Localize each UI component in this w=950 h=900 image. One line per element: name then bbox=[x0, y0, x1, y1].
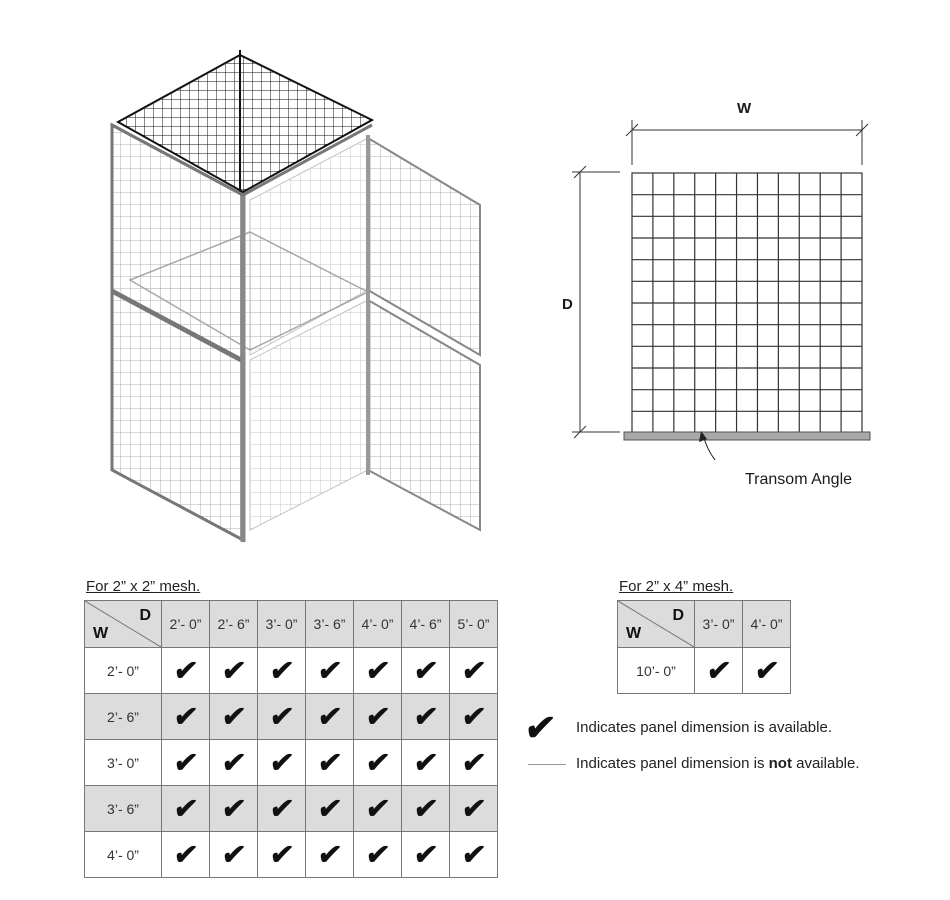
availability-cell bbox=[354, 832, 402, 878]
availability-cell bbox=[402, 740, 450, 786]
depth-dimension-label: D bbox=[562, 296, 573, 313]
availability-cell bbox=[210, 648, 258, 694]
table-2x2 bbox=[84, 600, 498, 878]
locker-cage-illustration bbox=[0, 0, 520, 560]
column-header: 4’- 6” bbox=[402, 601, 450, 648]
check-icon: ✔ bbox=[363, 654, 392, 686]
availability-cell bbox=[162, 786, 210, 832]
check-icon: ✔ bbox=[363, 700, 392, 732]
availability-cell bbox=[258, 832, 306, 878]
check-icon: ✔ bbox=[459, 838, 488, 870]
mesh-grid bbox=[632, 173, 862, 433]
availability-cell bbox=[258, 740, 306, 786]
corner-w-label: W bbox=[93, 625, 109, 642]
check-icon: ✔ bbox=[267, 654, 296, 686]
check-icon: ✔ bbox=[219, 792, 248, 824]
check-icon: ✔ bbox=[315, 746, 344, 778]
availability-cell bbox=[450, 648, 498, 694]
check-icon: ✔ bbox=[219, 700, 248, 732]
check-icon: ✔ bbox=[219, 654, 248, 686]
availability-cell bbox=[258, 648, 306, 694]
check-icon: ✔ bbox=[315, 654, 344, 686]
availability-cell bbox=[306, 648, 354, 694]
row-header: 4’- 0” bbox=[85, 832, 162, 878]
availability-cell bbox=[306, 694, 354, 740]
table-2x2-title: For 2” x 2” mesh. bbox=[86, 578, 201, 595]
availability-cell bbox=[162, 648, 210, 694]
corner-d-label: D bbox=[672, 607, 684, 624]
table-row bbox=[85, 648, 498, 694]
transom-angle-label: Transom Angle bbox=[745, 471, 853, 488]
corner-header-cell bbox=[618, 601, 695, 648]
table-row bbox=[85, 832, 498, 878]
check-icon: ✔ bbox=[363, 746, 392, 778]
check-icon: ✔ bbox=[267, 700, 296, 732]
check-icon: ✔ bbox=[171, 838, 200, 870]
check-icon: ✔ bbox=[459, 792, 488, 824]
check-icon: ✔ bbox=[267, 746, 296, 778]
check-icon: ✔ bbox=[411, 654, 440, 686]
availability-cell bbox=[258, 786, 306, 832]
check-icon: ✔ bbox=[171, 700, 200, 732]
row-header: 2’- 0” bbox=[85, 648, 162, 694]
availability-cell bbox=[162, 832, 210, 878]
back-right-panel bbox=[368, 138, 480, 530]
availability-cell bbox=[695, 648, 743, 694]
table-row bbox=[618, 648, 791, 694]
check-icon: ✔ bbox=[459, 700, 488, 732]
column-header: 5’- 0” bbox=[450, 601, 498, 648]
availability-cell bbox=[258, 694, 306, 740]
availability-cell bbox=[162, 740, 210, 786]
availability-cell bbox=[402, 648, 450, 694]
check-icon: ✔ bbox=[171, 746, 200, 778]
column-header: 3’- 6” bbox=[306, 601, 354, 648]
availability-cell bbox=[306, 786, 354, 832]
row-header: 3’- 0” bbox=[85, 740, 162, 786]
corner-header-cell bbox=[85, 601, 162, 648]
table-2x4 bbox=[617, 600, 791, 694]
check-icon: ✔ bbox=[171, 792, 200, 824]
check-icon: ✔ bbox=[219, 746, 248, 778]
check-icon: ✔ bbox=[411, 838, 440, 870]
column-header: 2’- 0” bbox=[162, 601, 210, 648]
corner-w-label: W bbox=[626, 625, 642, 642]
transom-angle-bar bbox=[624, 432, 870, 440]
availability-cell bbox=[162, 694, 210, 740]
check-icon: ✔ bbox=[315, 838, 344, 870]
availability-cell bbox=[450, 786, 498, 832]
availability-cell bbox=[402, 786, 450, 832]
availability-cell bbox=[210, 832, 258, 878]
corner-d-label: D bbox=[139, 607, 151, 624]
availability-cell bbox=[450, 694, 498, 740]
check-icon: ✔ bbox=[267, 792, 296, 824]
availability-cell bbox=[402, 694, 450, 740]
availability-cell bbox=[450, 832, 498, 878]
row-header: 10’- 0” bbox=[618, 648, 695, 694]
check-icon: ✔ bbox=[459, 746, 488, 778]
availability-cell bbox=[354, 694, 402, 740]
availability-cell bbox=[306, 740, 354, 786]
column-header: 2’- 6” bbox=[210, 601, 258, 648]
check-icon: ✔ bbox=[315, 700, 344, 732]
check-icon: ✔ bbox=[171, 654, 200, 686]
availability-cell bbox=[210, 786, 258, 832]
availability-cell bbox=[210, 694, 258, 740]
row-header: 3’- 6” bbox=[85, 786, 162, 832]
check-icon: ✔ bbox=[267, 838, 296, 870]
width-dimension-label: W bbox=[737, 100, 752, 117]
check-icon: ✔ bbox=[411, 792, 440, 824]
check-icon: ✔ bbox=[315, 792, 344, 824]
check-icon: ✔ bbox=[411, 746, 440, 778]
row-header: 2’- 6” bbox=[85, 694, 162, 740]
check-icon: ✔ bbox=[704, 654, 733, 686]
legend-available-text: Indicates panel dimension is available. bbox=[576, 719, 832, 736]
check-icon: ✔ bbox=[411, 700, 440, 732]
table-row bbox=[85, 786, 498, 832]
table-2x4-title: For 2” x 4” mesh. bbox=[619, 578, 734, 595]
availability-cell bbox=[450, 740, 498, 786]
availability-cell bbox=[354, 740, 402, 786]
table-row bbox=[85, 694, 498, 740]
availability-cell bbox=[354, 786, 402, 832]
availability-cell bbox=[743, 648, 791, 694]
table-row bbox=[85, 740, 498, 786]
column-header: 3’- 0” bbox=[258, 601, 306, 648]
legend-not-available-text: Indicates panel dimension is not available. bbox=[576, 755, 860, 772]
availability-cell bbox=[402, 832, 450, 878]
column-header: 3’- 0” bbox=[695, 601, 743, 648]
check-icon: ✔ bbox=[219, 838, 248, 870]
availability-cell bbox=[306, 832, 354, 878]
availability-cell bbox=[210, 740, 258, 786]
legend-dash-icon bbox=[528, 764, 566, 765]
check-icon: ✔ bbox=[363, 838, 392, 870]
left-side-panel bbox=[112, 125, 243, 540]
check-icon: ✔ bbox=[752, 654, 781, 686]
column-header: 4’- 0” bbox=[354, 601, 402, 648]
panel-plan-view bbox=[560, 90, 890, 460]
check-icon: ✔ bbox=[363, 792, 392, 824]
check-icon: ✔ bbox=[459, 654, 488, 686]
availability-cell bbox=[354, 648, 402, 694]
column-header: 4’- 0” bbox=[743, 601, 791, 648]
legend-check-icon: ✔ bbox=[522, 707, 559, 748]
